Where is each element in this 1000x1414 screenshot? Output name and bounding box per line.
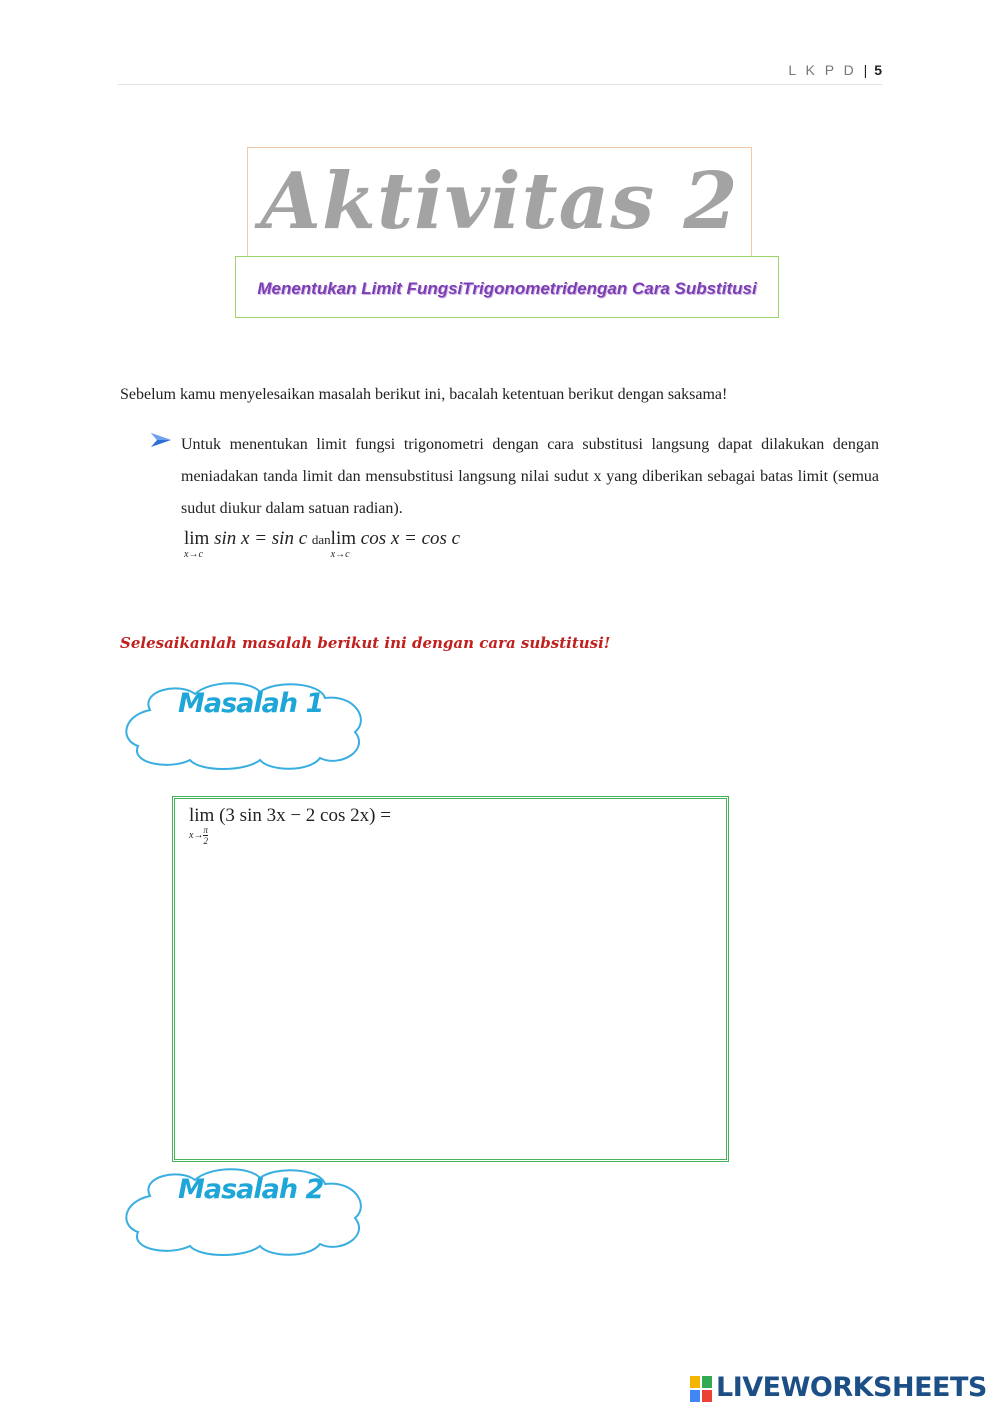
lim-subscript-2: x→c xyxy=(330,549,350,560)
problem-lim-subscript: $x\to\frac{\pi}{2}$ xyxy=(189,825,208,846)
activity-title: Aktivitas 2 xyxy=(260,156,739,247)
activity-subtitle: Menentukan Limit FungsiTrigonometridengan Cara Substitusi xyxy=(257,279,757,298)
answer-box-1[interactable] xyxy=(172,796,729,1162)
formula-dan: dan xyxy=(311,532,331,547)
lim-subscript: x→c xyxy=(184,549,203,560)
arrow-bullet-icon xyxy=(150,432,172,448)
title-box xyxy=(247,147,752,259)
masalah-1-label: Masalah 1 xyxy=(178,688,324,719)
liveworksheets-logo-icon xyxy=(690,1376,712,1402)
problem-1-formula xyxy=(189,805,391,846)
header-divider xyxy=(118,84,882,85)
page-number: 5 xyxy=(874,62,882,78)
lim-operator-2: lim x→c xyxy=(330,528,357,560)
subtitle-box xyxy=(235,256,779,318)
header-separator: | xyxy=(863,62,868,78)
intro-text: Sebelum kamu menyelesaikan masalah berikut ini, bacalah ketentuan berikut dengan saksama! xyxy=(120,386,728,403)
watermark-text: LIVEWORKSHEETS xyxy=(716,1372,987,1403)
instruction-text: Selesaikanlah masalah berikut ini dengan cara substitusi! xyxy=(120,634,611,652)
header-label: L K P D xyxy=(788,62,857,78)
formula-sin: sin x = sin c xyxy=(214,528,308,549)
masalah-2-label: Masalah 2 xyxy=(178,1174,324,1205)
page-header xyxy=(120,62,882,78)
rule-bullet-text: Untuk menentukan limit fungsi trigonometri dengan cara substitusi langsung dapat dilakukan dengan meniadakan tanda limit dan mensubstitusi langsung nilai sudut x yang diberikan sebagai batas limit (semua sudut diukur dalam satuan radian). xyxy=(181,436,879,517)
problem-lim: lim $x\to\frac{\pi}{2}$ xyxy=(189,805,215,846)
lim-operator: lim x→c xyxy=(184,528,210,560)
formula-cos: cos x = cos c xyxy=(360,528,461,549)
limit-formula xyxy=(184,528,461,560)
problem-1-expression: (3 sin 3x − 2 cos 2x) = xyxy=(219,805,391,826)
